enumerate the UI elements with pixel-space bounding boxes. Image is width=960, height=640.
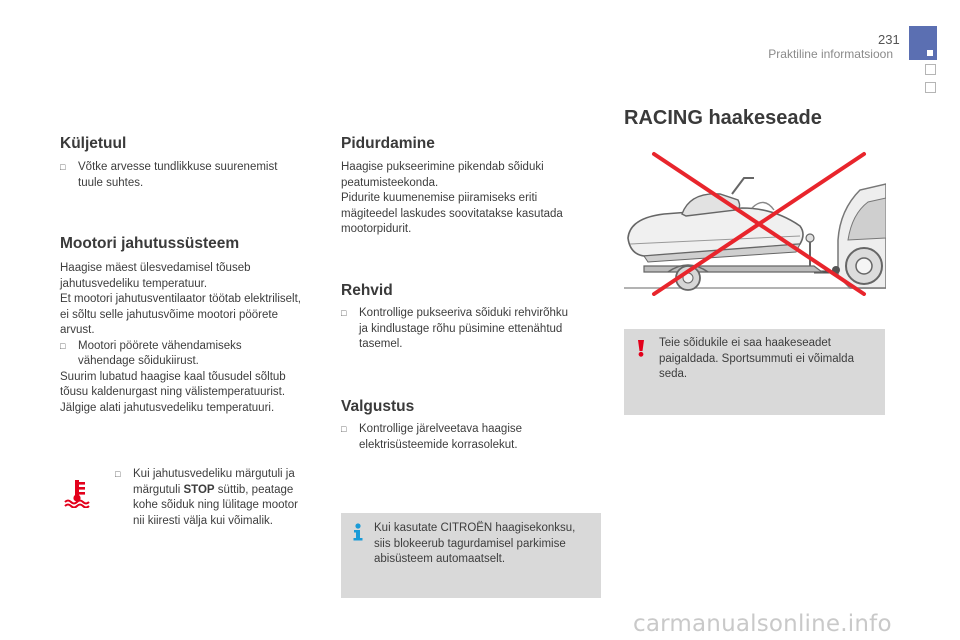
bullet-icon: □ [115,469,121,479]
heading-valgustus: Valgustus [341,398,415,415]
watermark: carmanualsonline.info [633,611,892,637]
info-note-text: Kui kasutate CITROËN haagisekonksu, siis blokeerub tagurdamisel parkimise abisüsteem automaatselt. [374,522,576,565]
section-tab-active [909,26,937,60]
page-number: 231 [878,32,900,47]
pidurdamine-text: Haagise pukseerimine pikendab sõiduki peatumisteekonda. Pidurite kuumenemise piiramiseks eriti mägiteedel laskudes soovitatakse kasutada mootorpidurit. [341,161,563,235]
jet-ski-trailer-crossed-out-illustration [624,148,886,296]
mootori-text: Haagise mäest ülesvedamisel tõuseb jahutusvedeliku temperatuur. Et mootori jahutusventilaator töötab elektriliselt, ei sõltu selle jahutusvõime mootori pöörete arvust. □ Mootori pöörete vähendamiseks vähendage sõidukiirust. Suurim lubatud haagise kaal tõusudel sõltub tõusu kaldenurgast ning välistemperatuurist. Jälgige alati jahutusvedeliku temperatuuri. [60,261,325,416]
bullet-icon: □ [341,308,347,318]
coolant-warning-text [115,467,325,529]
heading-mootori-jahutus: Mootori jahutussüsteem [60,235,240,252]
heading-racing-haakeseade: RACING haakeseade [624,107,822,129]
kuljetuul-text [60,160,320,191]
warning-note-box [624,329,885,415]
info-icon [351,523,365,541]
info-note-box [341,513,601,598]
rehvid-text [341,306,601,353]
coolant-temperature-warning-icon [63,478,91,508]
bullet-item: □ Mootori pöörete vähendamiseks vähendage sõidukiirust. [60,339,242,367]
heading-pidurdamine: Pidurdamine [341,135,435,152]
exclamation-icon [633,339,649,357]
bullet-item: □ Kontrollige pukseeriva sõiduki rehvirõhku ja kindlustage rõhu püsimine ettenähtud tasemel. [341,307,569,350]
tab-marker [927,50,933,56]
bullet-icon: □ [60,162,66,172]
section-tab-empty-2 [925,82,936,93]
bullet-item: □ Võtke arvesse tundlikkuse suurenemist tuule suhtes. [60,161,278,189]
warning-note-text: Teie sõidukile ei saa haakeseadet paigaldada. Sportsummuti ei võimalda seda. [659,337,854,380]
bullet-item: □ Kui jahutusvedeliku märgutuli ja märgutuli STOP süttib, peatage kohe sõiduk ning lülitage mootor nii kiiresti välja kui võimalik. [115,468,298,527]
bullet-item: □ Kontrollige järelveetava haagise elektrisüsteemide korrasolekut. [341,423,523,451]
bullet-icon: □ [60,340,66,351]
valgustus-text [341,422,601,453]
section-name: Praktiline informatsioon [768,47,893,61]
section-tab-empty-1 [925,64,936,75]
bullet-icon: □ [341,424,347,434]
stop-label: STOP [183,483,215,496]
heading-kuljetuul: Küljetuul [60,135,127,152]
heading-rehvid: Rehvid [341,282,393,299]
